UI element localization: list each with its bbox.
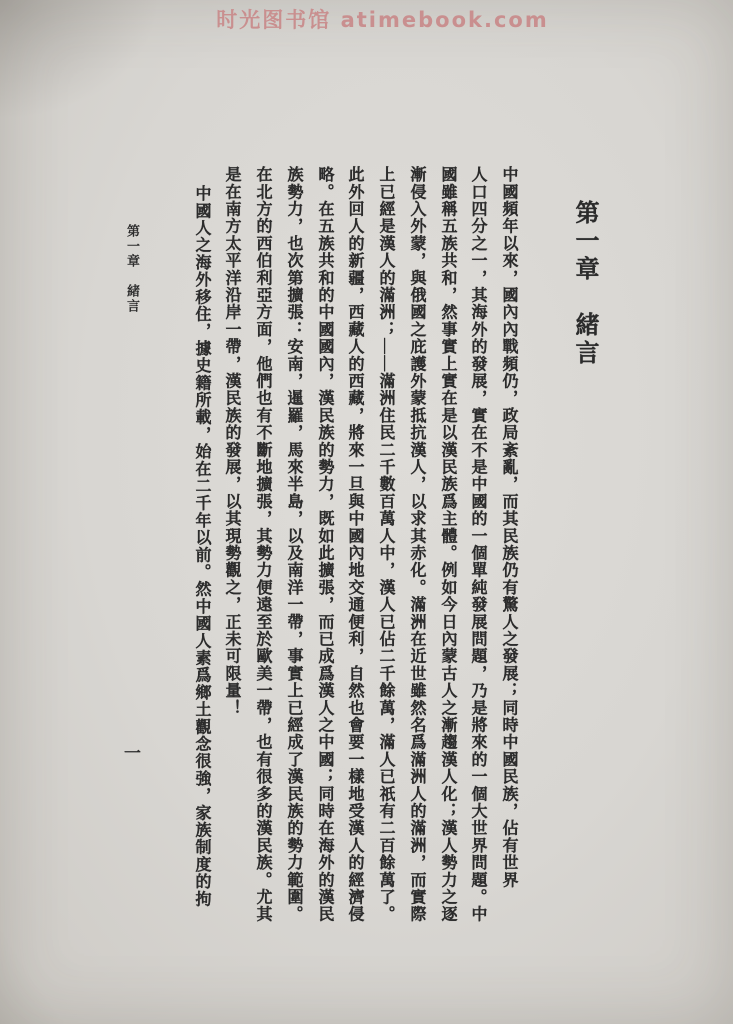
text-column: 漸侵入外蒙，與俄國之庇護外蒙抵抗漢人，以求其赤化。滿洲在近世雖然名爲滿洲人的滿洲，而實際 [408,166,425,923]
text-column: 中國頻年以來，國內內戰頻仍，政局紊亂，而其民族仍有驚人之發展；同時中國民族，佔有世界 [500,166,517,889]
text-column: 此外回人的新疆，西藏人的西藏，將來一旦與中國內地交通便利，自然也會要一樣地受漢人的經濟侵 [346,166,363,923]
chapter-title: 第一章 緒言 [571,200,597,368]
running-title: 第一章 緒言 [125,224,140,314]
text-column: 上已經是漢人的滿洲；——滿洲住民二千數百萬人中，漢人已佔二千餘萬，滿人已祇有二百餘萬了。 [377,166,394,923]
text-column: 是在南方太平洋沿岸一帶，漢民族的發展，以其現勢觀之，正未可限量！ [223,166,240,717]
text-column-paragraph-start: 中國人之海外移住，據史籍所載，始在二千年以前。然中國人素爲鄉土觀念很強，家族制度的拘 [193,185,210,908]
text-column: 族勢力，也次第擴張：安南，暹羅，馬來半島，以及南洋一帶，事實上已經成了漢民族的勢力範圍。 [285,166,302,923]
page-number: 一 [121,744,140,761]
text-column: 在北方的西伯利亞方面，他們也有不斷地擴張，其勢力便遠至於歐美一帶，也有很多的漢民族。尤其 [254,166,271,923]
text-column: 人口四分之一，其海外的發展，實在不是中國的一個單純發展問題，乃是將來的一個大世界問題。中 [469,166,486,923]
text-column: 國雖稱五族共和，然事實上實在是以漢民族爲主體。例如今日內蒙古人之漸趨漢人化；漢人勢力之逐 [439,166,456,923]
watermark-text: 时光图书馆 atimebook.com [216,8,549,32]
text-column: 略。在五族共和的中國國內，漢民族的勢力，既如此擴張，而已成爲漢人之中國；同時在海外的漢民 [316,166,333,923]
